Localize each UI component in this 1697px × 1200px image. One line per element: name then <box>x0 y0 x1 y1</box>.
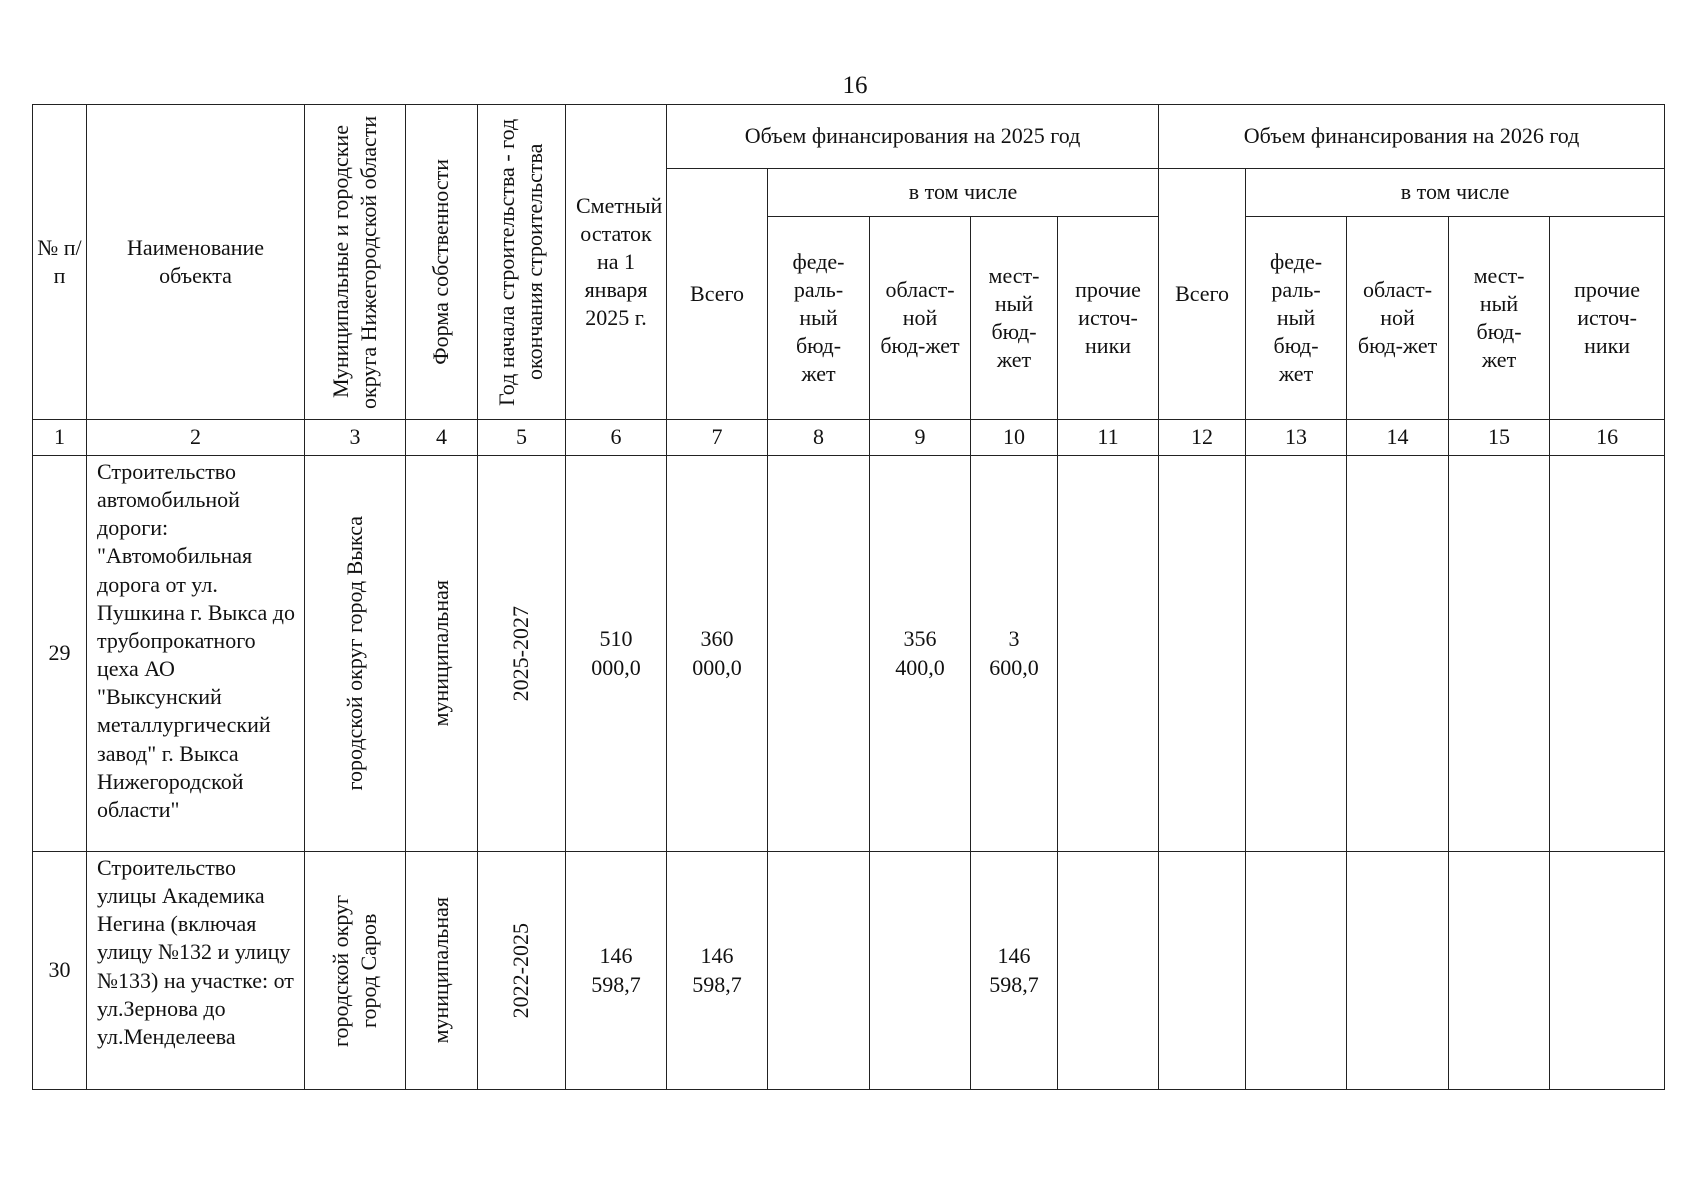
header-incl-2025: в том числе <box>768 169 1159 217</box>
ownership-text: муниципальная <box>428 897 454 1044</box>
oblast-2025-cell <box>870 852 971 1090</box>
object-name: Строительство улицы Академика Негина (включая улицу №132 и улицу №133) на участке: от ул.Зернова до ул.Менделеева <box>87 852 305 1090</box>
years-cell <box>478 852 566 1090</box>
header-years <box>478 105 566 420</box>
header-oblast-2025: област-ной бюд-жет <box>870 217 971 420</box>
prochie-2026-cell <box>1550 456 1665 852</box>
column-number: 11 <box>1058 420 1159 456</box>
years-text: 2025-2027 <box>508 605 534 702</box>
federal-2026-cell <box>1246 852 1347 1090</box>
column-number: 6 <box>566 420 667 456</box>
oblast-2026-cell <box>1347 456 1449 852</box>
page-number: 16 <box>842 72 868 99</box>
header-oblast-2026: област-ной бюд-жет <box>1347 217 1449 420</box>
table-row <box>33 456 1665 852</box>
header-num: № п/п <box>33 105 87 420</box>
header-name: Наименование объекта <box>87 105 305 420</box>
federal-2025-cell <box>768 852 870 1090</box>
column-number: 8 <box>768 420 870 456</box>
district-cell <box>305 456 406 852</box>
header-total-2026: Всего <box>1159 169 1246 420</box>
header-total-2025: Всего <box>667 169 768 420</box>
prochie-2025-cell <box>1058 852 1159 1090</box>
header-district <box>305 105 406 420</box>
column-number: 2 <box>87 420 305 456</box>
prochie-2026-cell <box>1550 852 1665 1090</box>
header-ownership <box>406 105 478 420</box>
column-number: 10 <box>971 420 1058 456</box>
header-ownership-text: Форма собственности <box>428 159 454 365</box>
column-number: 1 <box>33 420 87 456</box>
header-prochie-2025: прочие источ-ники <box>1058 217 1159 420</box>
mestny-2026-cell <box>1449 456 1550 852</box>
column-number: 9 <box>870 420 971 456</box>
total-2025-cell: 360 000,0 <box>667 456 768 852</box>
header-balance: Сметный остаток на 1 января 2025 г. <box>566 105 667 420</box>
column-number: 7 <box>667 420 768 456</box>
header-federal-2025: феде-раль-ный бюд-жет <box>768 217 870 420</box>
header-prochie-2026: прочие источ-ники <box>1550 217 1665 420</box>
financing-table <box>32 104 1665 1090</box>
total-2026-cell <box>1159 456 1246 852</box>
column-number: 12 <box>1159 420 1246 456</box>
balance-cell: 510 000,0 <box>566 456 667 852</box>
header-group-2025: Объем финансирования на 2025 год <box>667 105 1159 169</box>
ownership-cell <box>406 852 478 1090</box>
years-cell <box>478 456 566 852</box>
header-mestny-2025: мест-ный бюд-жет <box>971 217 1058 420</box>
mestny-2025-cell: 146 598,7 <box>971 852 1058 1090</box>
header-incl-2026: в том числе <box>1246 169 1665 217</box>
header-years-text: Год начала строительства - год окончания строительства <box>494 118 548 406</box>
district-text: городской округ город Выкса <box>341 516 367 791</box>
ownership-text: муниципальная <box>428 580 454 727</box>
header-mestny-2026: мест-ный бюд-жет <box>1449 217 1550 420</box>
row-number: 29 <box>33 456 87 852</box>
column-number: 15 <box>1449 420 1550 456</box>
header-group-2026: Объем финансирования на 2026 год <box>1159 105 1665 169</box>
balance-cell: 146 598,7 <box>566 852 667 1090</box>
row-number: 30 <box>33 852 87 1090</box>
column-number-row <box>33 420 1665 456</box>
mestny-2025-cell: 3 600,0 <box>971 456 1058 852</box>
mestny-2026-cell <box>1449 852 1550 1090</box>
ownership-cell <box>406 456 478 852</box>
district-cell <box>305 852 406 1090</box>
object-name: Строительство автомобильной дороги: "Автомобильная дорога от ул. Пушкина г. Выкса до трубопрокатного цеха АО "Выксунский металлургический завод" г. Выкса Нижегородской области" <box>87 456 305 852</box>
column-number: 16 <box>1550 420 1665 456</box>
column-number: 5 <box>478 420 566 456</box>
header-district-text: Муниципальные и городские округа Нижегородской области <box>327 115 381 409</box>
prochie-2025-cell <box>1058 456 1159 852</box>
district-text: городской округ город Саров <box>327 894 381 1047</box>
years-text: 2022-2025 <box>508 922 534 1019</box>
table-row <box>33 852 1665 1090</box>
oblast-2026-cell <box>1347 852 1449 1090</box>
total-2026-cell <box>1159 852 1246 1090</box>
federal-2026-cell <box>1246 456 1347 852</box>
column-number: 13 <box>1246 420 1347 456</box>
federal-2025-cell <box>768 456 870 852</box>
total-2025-cell: 146 598,7 <box>667 852 768 1090</box>
column-number: 14 <box>1347 420 1449 456</box>
header-row-1 <box>33 105 1665 169</box>
oblast-2025-cell: 356 400,0 <box>870 456 971 852</box>
column-number: 4 <box>406 420 478 456</box>
column-number: 3 <box>305 420 406 456</box>
header-federal-2026: феде-раль-ный бюд-жет <box>1246 217 1347 420</box>
